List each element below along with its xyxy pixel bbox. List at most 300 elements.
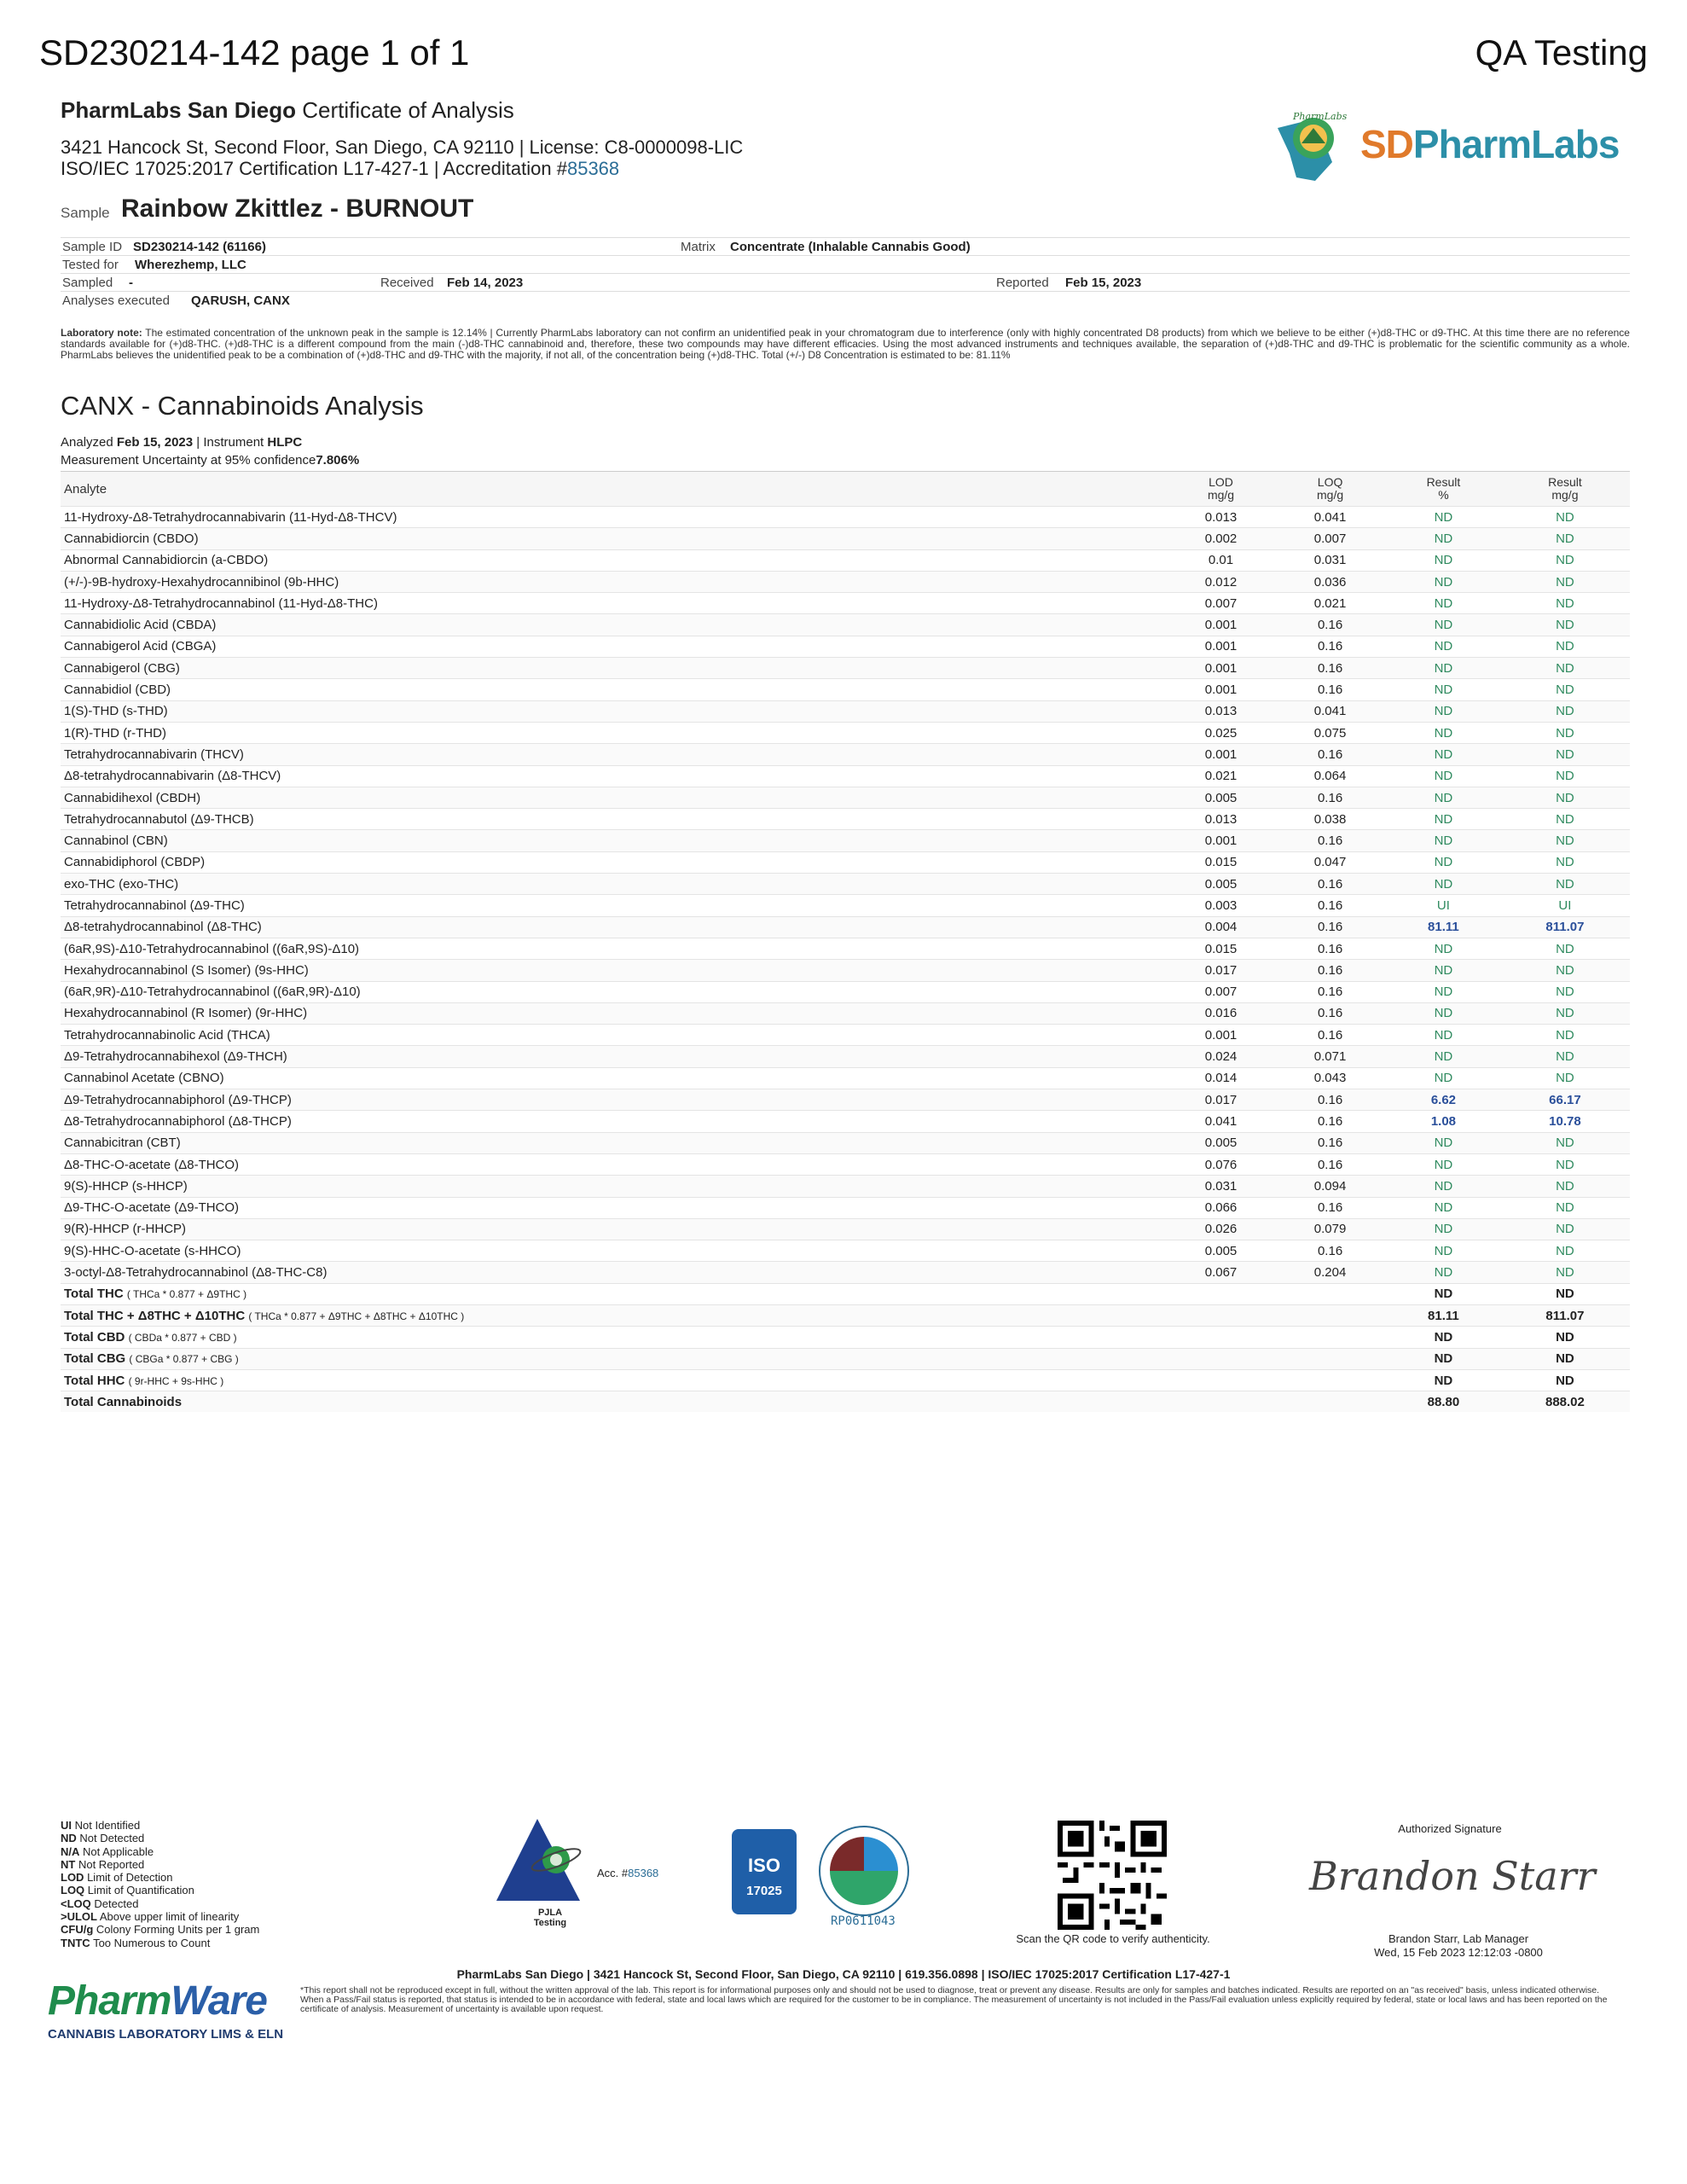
logo-sd: SD [1360, 122, 1413, 166]
result-percent: ND [1387, 571, 1500, 592]
col-lod-unit: mg/g [1207, 488, 1235, 502]
analyte-name: Tetrahydrocannabinolic Acid (THCA) [61, 1025, 1168, 1046]
lod-value: 0.001 [1168, 744, 1273, 765]
analyses-label: Analyses executed [62, 293, 170, 308]
col-result-pct-label: Result [1426, 475, 1461, 489]
analyte-name: Tetrahydrocannabivarin (THCV) [61, 744, 1168, 765]
lod-value: 0.015 [1168, 938, 1273, 959]
tested-for: Wherezhemp, LLC [135, 258, 246, 272]
result-percent: ND [1387, 874, 1500, 895]
lod-value: 0.041 [1168, 1111, 1273, 1132]
logo-pharmlabs: PharmLabs [1412, 122, 1620, 166]
lod-value: 0.017 [1168, 1089, 1273, 1111]
result-mg: ND [1500, 658, 1630, 679]
result-percent: ND [1387, 938, 1500, 959]
pjla-acc-number: 85368 [628, 1867, 659, 1879]
analyte-name: Δ8-Tetrahydrocannabiphorol (Δ8-THCP) [61, 1111, 1168, 1132]
total-row [61, 1391, 1630, 1413]
result-mg: ND [1500, 830, 1630, 851]
empty-cell [1168, 1369, 1273, 1391]
table-row [61, 960, 1630, 981]
result-mg: ND [1500, 1197, 1630, 1218]
result-percent: ND [1387, 1218, 1500, 1240]
analyte-name: Cannabidiol (CBD) [61, 679, 1168, 700]
result-mg: ND [1500, 960, 1630, 981]
analyte-name: Δ9-THC-O-acetate (Δ9-THCO) [61, 1197, 1168, 1218]
empty-cell [1273, 1348, 1387, 1369]
analyte-name: Cannabigerol (CBG) [61, 658, 1168, 679]
lod-value: 0.017 [1168, 960, 1273, 981]
analyte-name: (+/-)-9B-hydroxy-Hexahydrocannibinol (9b-HHC) [61, 571, 1168, 592]
info-row-analyses [61, 291, 1630, 309]
total-percent: 88.80 [1387, 1391, 1500, 1413]
loq-value: 0.16 [1273, 1240, 1387, 1262]
legend-abbr: ND [61, 1832, 77, 1845]
table-row [61, 614, 1630, 636]
sampled-label: Sampled [62, 276, 113, 290]
result-percent: ND [1387, 722, 1500, 743]
result-percent: ND [1387, 830, 1500, 851]
total-row [61, 1369, 1630, 1391]
col-result-mg-label: Result [1548, 475, 1582, 489]
table-row [61, 938, 1630, 959]
result-mg: ND [1500, 1046, 1630, 1067]
pharmware-part-a: Pharm [48, 1978, 171, 2024]
result-mg: ND [1500, 1240, 1630, 1262]
analyte-name: Abnormal Cannabidiorcin (a-CBDO) [61, 549, 1168, 571]
analyte-name: Δ8-tetrahydrocannabinol (Δ8-THC) [61, 916, 1168, 938]
analyte-name: Cannabidiorcin (CBDO) [61, 528, 1168, 549]
total-mg: ND [1500, 1348, 1630, 1369]
empty-cell [1168, 1304, 1273, 1326]
table-row [61, 1197, 1630, 1218]
loq-value: 0.204 [1273, 1262, 1387, 1283]
result-percent: ND [1387, 1153, 1500, 1175]
result-percent: ND [1387, 1262, 1500, 1283]
empty-cell [1273, 1304, 1387, 1326]
dea-seal-icon [817, 1824, 911, 1918]
legend-abbr: LOD [61, 1871, 84, 1885]
total-mg: 811.07 [1500, 1304, 1630, 1326]
result-mg: ND [1500, 851, 1630, 873]
lod-value: 0.013 [1168, 507, 1273, 528]
loq-value: 0.16 [1273, 874, 1387, 895]
sample-name: Rainbow Zkittlez - BURNOUT [121, 195, 474, 223]
result-percent: ND [1387, 1197, 1500, 1218]
analyte-name: (6aR,9S)-Δ10-Tetrahydrocannabinol ((6aR,9S)-Δ10) [61, 938, 1168, 959]
total-label [61, 1304, 1168, 1326]
lod-value: 0.005 [1168, 787, 1273, 808]
result-mg: ND [1500, 614, 1630, 636]
pjla-acc-prefix: Acc. # [597, 1867, 629, 1879]
loq-value: 0.16 [1273, 1025, 1387, 1046]
result-mg: ND [1500, 787, 1630, 808]
analyte-name: (6aR,9R)-Δ10-Tetrahydrocannabinol ((6aR,9R)-Δ10) [61, 981, 1168, 1002]
pjla-badge [495, 1815, 665, 1935]
legend-text: Not Reported [78, 1857, 145, 1871]
result-mg: ND [1500, 1176, 1630, 1197]
table-row [61, 830, 1630, 851]
loq-value: 0.16 [1273, 1002, 1387, 1024]
total-label [61, 1391, 1168, 1413]
lod-value: 0.001 [1168, 830, 1273, 851]
result-mg: ND [1500, 700, 1630, 722]
legend-abbr: <LOQ [61, 1896, 91, 1910]
pharmware-tagline: CANNABIS LABORATORY LIMS & ELN [48, 2027, 284, 2042]
lod-value: 0.012 [1168, 571, 1273, 592]
analyte-name: Cannabidiphorol (CBDP) [61, 851, 1168, 873]
result-percent: ND [1387, 981, 1500, 1002]
result-mg: ND [1500, 1218, 1630, 1240]
doc-type: Certificate of Analysis [302, 97, 514, 123]
table-row [61, 528, 1630, 549]
result-mg: ND [1500, 981, 1630, 1002]
result-percent: 1.08 [1387, 1111, 1500, 1132]
analyte-name: Cannabidiolic Acid (CBDA) [61, 614, 1168, 636]
verification-qr-code[interactable] [1058, 1821, 1167, 1930]
total-row [61, 1304, 1630, 1326]
table-row [61, 571, 1630, 592]
laboratory-note [61, 328, 1630, 361]
lab-name: PharmLabs San Diego [61, 97, 296, 123]
loq-value: 0.041 [1273, 700, 1387, 722]
result-percent: ND [1387, 636, 1500, 657]
lab-address: 3421 Hancock St, Second Floor, San Diego, CA 92110 | License: C8-0000098-LIC [61, 136, 744, 158]
analyte-name: Cannabigerol Acid (CBGA) [61, 636, 1168, 657]
analyte-name: Hexahydrocannabinol (S Isomer) (9s-HHC) [61, 960, 1168, 981]
analyte-name: Tetrahydrocannabinol (Δ9-THC) [61, 895, 1168, 916]
result-percent: UI [1387, 895, 1500, 916]
analyte-name: 1(S)-THD (s-THD) [61, 700, 1168, 722]
table-row [61, 549, 1630, 571]
table-row [61, 895, 1630, 916]
lod-value: 0.007 [1168, 593, 1273, 614]
lod-value: 0.004 [1168, 916, 1273, 938]
legend-text: Above upper limit of linearity [99, 1910, 240, 1924]
sample-id-label: Sample ID [62, 240, 123, 254]
total-name: Total CBD [64, 1329, 125, 1345]
total-row [61, 1327, 1630, 1348]
analyte-name: 11-Hydroxy-Δ8-Tetrahydrocannabivarin (11-Hyd-Δ8-THCV) [61, 507, 1168, 528]
result-mg: ND [1500, 528, 1630, 549]
loq-value: 0.079 [1273, 1218, 1387, 1240]
legend-item [61, 1910, 259, 1923]
result-mg: ND [1500, 874, 1630, 895]
result-percent: ND [1387, 593, 1500, 614]
legend-abbr: N/A [61, 1844, 80, 1858]
loq-value: 0.043 [1273, 1067, 1387, 1089]
section-title: CANX - Cannabinoids Analysis [61, 391, 424, 421]
matrix-label: Matrix [681, 240, 716, 254]
legend-abbr: LOQ [61, 1884, 85, 1897]
table-row [61, 1262, 1630, 1283]
table-row [61, 744, 1630, 765]
total-percent: 81.11 [1387, 1304, 1500, 1326]
cannabinoid-results-table [61, 471, 1630, 1412]
reported-date: Feb 15, 2023 [1065, 276, 1142, 290]
table-row [61, 1089, 1630, 1111]
legend-abbr: >ULOL [61, 1910, 97, 1924]
total-row [61, 1283, 1630, 1304]
result-percent: ND [1387, 1025, 1500, 1046]
total-label [61, 1283, 1168, 1304]
analyte-name: Hexahydrocannabinol (R Isomer) (9r-HHC) [61, 1002, 1168, 1024]
analyte-name: 3-octyl-Δ8-Tetrahydrocannabinol (Δ8-THC-C8) [61, 1262, 1168, 1283]
result-percent: ND [1387, 1002, 1500, 1024]
result-percent: ND [1387, 1046, 1500, 1067]
dea-number: RP0611043 [831, 1914, 896, 1928]
total-percent: ND [1387, 1369, 1500, 1391]
loq-value: 0.16 [1273, 636, 1387, 657]
total-formula: ( THCa * 0.877 + Δ9THC + Δ8THC + Δ10THC ) [248, 1310, 465, 1322]
legend-text: Not Identified [74, 1819, 141, 1832]
loq-value: 0.16 [1273, 1111, 1387, 1132]
total-formula: ( THCa * 0.877 + Δ9THC ) [126, 1288, 247, 1301]
iso-17025-badge [732, 1829, 797, 1914]
table-row [61, 1002, 1630, 1024]
result-percent: ND [1387, 787, 1500, 808]
table-row [61, 765, 1630, 787]
empty-cell [1273, 1327, 1387, 1348]
sdpharmlabs-logo [1271, 102, 1629, 188]
pjla-triangle-icon [495, 1815, 597, 1909]
result-percent: ND [1387, 1240, 1500, 1262]
table-row [61, 1176, 1630, 1197]
result-mg: ND [1500, 1067, 1630, 1089]
uncertainty-info [61, 453, 359, 468]
table-row [61, 1025, 1630, 1046]
result-mg: ND [1500, 1002, 1630, 1024]
loq-value: 0.16 [1273, 1197, 1387, 1218]
legend-text: Not Applicable [83, 1844, 154, 1858]
loq-value: 0.047 [1273, 851, 1387, 873]
qr-caption: Scan the QR code to verify authenticity. [1016, 1932, 1210, 1945]
result-mg: ND [1500, 938, 1630, 959]
analyte-name: Cannabicitran (CBT) [61, 1132, 1168, 1153]
iso-number: 17025 [746, 1884, 782, 1898]
lod-value: 0.067 [1168, 1262, 1273, 1283]
total-percent: ND [1387, 1327, 1500, 1348]
analyte-name: 9(S)-HHCP (s-HHCP) [61, 1176, 1168, 1197]
result-mg: ND [1500, 1132, 1630, 1153]
loq-value: 0.16 [1273, 787, 1387, 808]
analyzed-info: Analyzed Feb 15, 2023 | Instrument HLPC [61, 435, 303, 450]
loq-value: 0.16 [1273, 895, 1387, 916]
legend-item [61, 1897, 259, 1910]
total-mg: ND [1500, 1283, 1630, 1304]
footer-contact: PharmLabs San Diego | 3421 Hancock St, Second Floor, San Diego, CA 92110 | 619.356.0898 | ISO/IEC 17025:2017 Certification L17-427-1 [456, 1967, 1231, 1981]
loq-value: 0.007 [1273, 528, 1387, 549]
iso-line: ISO/IEC 17025:2017 Certification L17-427-1 | Accreditation # [61, 158, 567, 179]
lod-value: 0.015 [1168, 851, 1273, 873]
loq-value: 0.16 [1273, 1153, 1387, 1175]
result-percent: 81.11 [1387, 916, 1500, 938]
abbreviation-legend [61, 1819, 259, 1949]
loq-value: 0.16 [1273, 679, 1387, 700]
loq-value: 0.16 [1273, 614, 1387, 636]
analyte-name: Δ9-Tetrahydrocannabiphorol (Δ9-THCP) [61, 1089, 1168, 1111]
lod-value: 0.001 [1168, 636, 1273, 657]
info-row-dates [61, 273, 1630, 291]
page-header-id: SD230214-142 page 1 of 1 [39, 32, 470, 73]
total-formula: ( CBDa * 0.877 + CBD ) [128, 1331, 237, 1344]
analyzed-label: Analyzed [61, 435, 113, 450]
loq-value: 0.16 [1273, 960, 1387, 981]
total-row [61, 1348, 1630, 1369]
result-mg: ND [1500, 571, 1630, 592]
analyte-name: Cannabinol Acetate (CBNO) [61, 1067, 1168, 1089]
iso-title: ISO [748, 1855, 780, 1876]
analyte-name: Δ8-tetrahydrocannabivarin (Δ8-THCV) [61, 765, 1168, 787]
pjla-accreditation [597, 1867, 658, 1879]
loq-value: 0.16 [1273, 658, 1387, 679]
result-mg: ND [1500, 593, 1630, 614]
received-label: Received [380, 276, 434, 290]
legend-text: Colony Forming Units per 1 gram [96, 1923, 260, 1937]
total-label [61, 1369, 1168, 1391]
legend-item [61, 1845, 259, 1858]
empty-cell [1273, 1283, 1387, 1304]
lod-value: 0.005 [1168, 1240, 1273, 1262]
loq-value: 0.16 [1273, 744, 1387, 765]
pjla-label: PJLA Testing [533, 1908, 567, 1928]
analyte-name: 11-Hydroxy-Δ8-Tetrahydrocannabinol (11-Hyd-Δ8-THC) [61, 593, 1168, 614]
result-percent: ND [1387, 1176, 1500, 1197]
table-row [61, 787, 1630, 808]
empty-cell [1168, 1391, 1273, 1413]
lab-title [61, 97, 514, 124]
legend-item [61, 1819, 259, 1832]
table-row [61, 722, 1630, 743]
pharmware-part-b: Ware [171, 1978, 267, 2024]
total-mg: ND [1500, 1327, 1630, 1348]
loq-value: 0.064 [1273, 765, 1387, 787]
loq-value: 0.031 [1273, 549, 1387, 571]
result-mg: UI [1500, 895, 1630, 916]
col-loq-unit: mg/g [1317, 488, 1344, 502]
legend-item [61, 1858, 259, 1871]
total-label [61, 1348, 1168, 1369]
result-percent: ND [1387, 507, 1500, 528]
legend-text: Limit of Quantification [87, 1884, 194, 1897]
legend-abbr: NT [61, 1857, 76, 1871]
result-percent: ND [1387, 744, 1500, 765]
analyte-name: Δ8-THC-O-acetate (Δ8-THCO) [61, 1153, 1168, 1175]
legend-item [61, 1884, 259, 1896]
analyte-name: Cannabinol (CBN) [61, 830, 1168, 851]
legend-item [61, 1937, 259, 1949]
loq-value: 0.16 [1273, 938, 1387, 959]
page-header-type: QA Testing [1475, 32, 1648, 73]
lod-value: 0.024 [1168, 1046, 1273, 1067]
result-mg: ND [1500, 507, 1630, 528]
result-percent: ND [1387, 679, 1500, 700]
lod-value: 0.001 [1168, 658, 1273, 679]
lod-value: 0.014 [1168, 1067, 1273, 1089]
loq-value: 0.16 [1273, 916, 1387, 938]
table-row [61, 1240, 1630, 1262]
total-formula: ( 9r-HHC + 9s-HHC ) [128, 1374, 224, 1387]
lod-value: 0.001 [1168, 614, 1273, 636]
table-row [61, 593, 1630, 614]
result-percent: ND [1387, 809, 1500, 830]
table-header-row [61, 472, 1630, 507]
result-mg: 811.07 [1500, 916, 1630, 938]
table-row [61, 981, 1630, 1002]
empty-cell [1273, 1369, 1387, 1391]
table-row [61, 636, 1630, 657]
loq-value: 0.041 [1273, 507, 1387, 528]
analyses-executed: QARUSH, CANX [191, 293, 290, 308]
result-percent: ND [1387, 528, 1500, 549]
empty-cell [1273, 1391, 1387, 1413]
legend-item [61, 1832, 259, 1844]
analyte-name: Cannabidihexol (CBDH) [61, 787, 1168, 808]
table-row [61, 874, 1630, 895]
total-name: Total HHC [64, 1373, 125, 1388]
col-result-mg-unit: mg/g [1551, 488, 1579, 502]
analyte-name: Tetrahydrocannabutol (Δ9-THCB) [61, 809, 1168, 830]
result-mg: ND [1500, 1262, 1630, 1283]
result-percent: ND [1387, 765, 1500, 787]
result-mg: ND [1500, 1153, 1630, 1175]
result-mg: ND [1500, 744, 1630, 765]
col-lod [1168, 472, 1273, 507]
lab-note-text: The estimated concentration of the unknown peak in the sample is 12.14% | Currently PharmLabs laboratory can not confirm an unidentified peak in your chromatogram due to interference (only with highly concentrated D8 products) from which we believe to be either (+)d8-THC or d9-THC. At this time there are no reference standards available for (+)d8-THC. (+)d8-THC is a different compound from the main (-)d8-THC cannabinoid and, therefore, these two compounds may have different efficacies. Using the most advanced instruments and techniques available, the separation of (+)d8-THC and d9-THC is problematic for the scientific community as a whole. PharmLabs believes the unidentified peak to be a combination of (+)d8-THC and d9-THC with the majority, if not all, of the concentration being (+)d8-THC. Total (+/-) D8 Concentration is estimated to be: 81.11% [61, 327, 1630, 361]
lod-value: 0.076 [1168, 1153, 1273, 1175]
loq-value: 0.036 [1273, 571, 1387, 592]
lod-value: 0.005 [1168, 1132, 1273, 1153]
accreditation-link[interactable]: 85368 [566, 158, 620, 179]
total-name: Total THC + Δ8THC + Δ10THC [64, 1308, 246, 1323]
result-mg: ND [1500, 549, 1630, 571]
instrument: HLPC [267, 435, 303, 450]
info-row-tested [61, 255, 1630, 273]
col-lod-label: LOD [1209, 475, 1233, 489]
california-seal-icon [1271, 102, 1365, 188]
result-percent: ND [1387, 1067, 1500, 1089]
received-date: Feb 14, 2023 [447, 276, 524, 290]
result-mg: ND [1500, 1025, 1630, 1046]
total-name: Total CBG [64, 1351, 126, 1367]
col-loq [1273, 472, 1387, 507]
result-percent: ND [1387, 614, 1500, 636]
result-mg: ND [1500, 765, 1630, 787]
lod-value: 0.021 [1168, 765, 1273, 787]
lod-value: 0.013 [1168, 700, 1273, 722]
instrument-label: Instrument [203, 435, 264, 450]
table-row [61, 700, 1630, 722]
result-percent: ND [1387, 700, 1500, 722]
col-result-pct [1387, 472, 1500, 507]
signature-label: Authorized Signature [1398, 1822, 1502, 1835]
total-name: Total THC [64, 1287, 124, 1302]
legend-text: Not Detected [79, 1832, 145, 1845]
legend-abbr: CFU/g [61, 1923, 94, 1937]
logo-wordmark [1360, 121, 1619, 167]
analyte-name: Δ9-Tetrahydrocannabihexol (Δ9-THCH) [61, 1046, 1168, 1067]
results-body [61, 507, 1630, 1413]
total-percent: ND [1387, 1348, 1500, 1369]
analyzed-date: Feb 15, 2023 [116, 435, 194, 450]
total-percent: ND [1387, 1283, 1500, 1304]
lab-certification [61, 158, 619, 180]
total-name: Total Cannabinoids [64, 1394, 183, 1409]
legend-item [61, 1923, 259, 1936]
sample-id: SD230214-142 (61166) [133, 240, 266, 254]
lab-note-label: Laboratory note: [61, 327, 142, 339]
legend-abbr: UI [61, 1819, 72, 1832]
